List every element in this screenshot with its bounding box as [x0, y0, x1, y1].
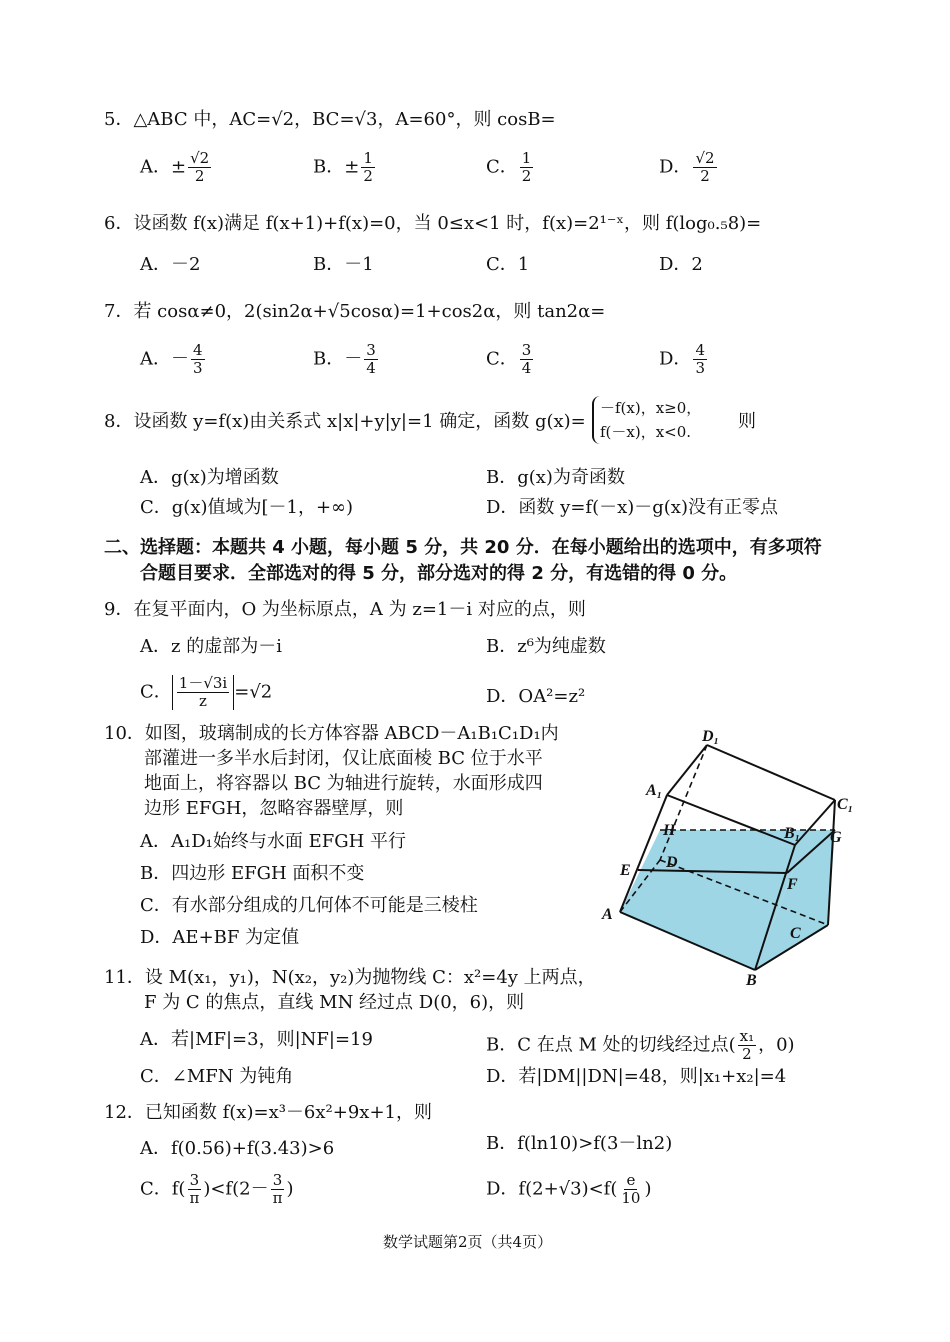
q10-line1: 10．如图，玻璃制成的长方体容器 ABCD－A₁B₁C₁D₁内 — [104, 723, 559, 744]
page-footer: 数学试题第2页（共4页） — [383, 1233, 553, 1251]
q12-option-a: A．f(0.56)+f(3.43)>6 — [140, 1138, 335, 1159]
label-a1: A₁ — [646, 782, 663, 799]
q11-line2: F 为 C 的焦点，直线 MN 经过点 D(0，6)，则 — [144, 992, 525, 1013]
q10-option-a: A．A₁D₁始终与水面 EFGH 平行 — [140, 831, 407, 852]
q10-option-d: D．AE+BF 为定值 — [140, 927, 300, 948]
q5-option-b: B．± $\frac{1}{2}$ — [313, 149, 373, 185]
q8-stem: 8．设函数 y=f(x)由关系式 x|x|+y|y|=1 确定，函数 g(x)= — [104, 411, 586, 432]
q12-option-b: B．f(ln10)>f(3－ln2) — [486, 1133, 673, 1154]
label-b1: B₁ — [784, 825, 801, 842]
q10-line3: 地面上，将容器以 BC 为轴进行旋转，水面形成四 — [144, 773, 543, 794]
q12-stem: 12．已知函数 f(x)=x³－6x²+9x+1，则 — [104, 1102, 432, 1123]
label-d: D — [666, 854, 678, 871]
q10-option-b: B．四边形 EFGH 面积不变 — [140, 863, 365, 884]
q11-line1: 11．设 M(x₁，y₁)，N(x₂，y₂)为抛物线 C：x²=4y 上两点， — [104, 967, 596, 988]
q11-option-a: A．若|MF|=3，则|NF|=19 — [140, 1029, 373, 1050]
q10-line4: 边形 EFGH，忽略容器壁厚，则 — [144, 798, 404, 819]
label-g: G — [830, 829, 842, 846]
q12-option-d: D．f(2+√3)<f( $\frac{e}{10}$ ) — [486, 1171, 652, 1207]
q12-option-c: C．f( $\frac{3}{\pi}$ )<f(2－ $\frac{3}{\pi}$ ) — [140, 1171, 294, 1207]
q10-line2: 部灌进一多半水后封闭，仅让底面棱 BC 位于水平 — [144, 748, 543, 769]
q9-option-a: A．z 的虚部为－i — [140, 636, 282, 657]
q5-stem: 5．△ABC 中，AC=√2，BC=√3，A=60°，则 cosB= — [104, 109, 556, 130]
label-d1: D₁ — [702, 728, 720, 745]
q11-option-b: B．C 在点 M 处的切线经过点( $\frac{\text{x₁}}{2}$ ，0) — [486, 1027, 795, 1063]
label-b: B — [746, 972, 757, 989]
q7-option-b: B．－ $\frac{3}{4}$ — [313, 341, 376, 377]
label-e: E — [620, 862, 631, 879]
q9-option-d: D．OA²=z² — [486, 686, 586, 707]
q6-option-d: D．2 — [659, 254, 703, 275]
q9-option-b: B．z⁶为纯虚数 — [486, 636, 606, 657]
q7-option-d: D． $\frac{4}{3}$ — [659, 341, 705, 377]
q5-option-c: C． $\frac{1}{2}$ — [486, 149, 532, 185]
q6-option-c: C．1 — [486, 254, 530, 275]
q6-stem: 6．设函数 f(x)满足 f(x+1)+f(x)=0，当 0≤x<1 时，f(x)=2¹⁻ˣ，则 f(log₀.₅8)= — [104, 213, 762, 234]
q9-option-c: C． $\frac{1-√3i}{z}$ =√2 — [140, 674, 273, 710]
section2-line2: 合题目要求．全部选对的得 5 分，部分选对的得 2 分，有选错的得 0 分。 — [140, 563, 738, 584]
q5-option-a: A．± $\frac{√2}{2}$ — [140, 149, 210, 185]
label-h: H — [663, 822, 676, 839]
q7-stem: 7．若 cosα≠0，2(sin2α+√5cosα)=1+cos2α，则 tan2α= — [104, 301, 606, 322]
q8-piecewise: －f(x)，x≥0， f(－x)，x<0. — [592, 396, 701, 444]
label-c1: C₁ — [837, 796, 854, 813]
q8-option-a: A．g(x)为增函数 — [140, 467, 279, 488]
q11-option-c: C．∠MFN 为钝角 — [140, 1066, 294, 1087]
label-f: F — [787, 876, 798, 893]
q5-option-d: D． $\frac{√2}{2}$ — [659, 149, 715, 185]
cuboid-figure — [590, 725, 870, 995]
q7-option-c: C． $\frac{3}{4}$ — [486, 341, 532, 377]
label-a: A — [602, 906, 613, 923]
section2-line1: 二、选择题：本题共 4 小题，每小题 5 分，共 20 分．在每小题给出的选项中，有多项符 — [104, 537, 822, 558]
q8-option-c: C．g(x)值域为[－1，+∞) — [140, 497, 354, 518]
q8-option-b: B．g(x)为奇函数 — [486, 467, 625, 488]
q8-tail: 则 — [738, 411, 756, 432]
q7-option-a: A．－ $\frac{4}{3}$ — [140, 341, 203, 377]
q9-stem: 9．在复平面内，O 为坐标原点，A 为 z=1－i 对应的点，则 — [104, 599, 586, 620]
q10-option-c: C．有水部分组成的几何体不可能是三棱柱 — [140, 895, 478, 916]
q6-option-b: B．－1 — [313, 254, 374, 275]
q11-option-d: D．若|DM||DN|=48，则|x₁+x₂|=4 — [486, 1066, 787, 1087]
q8-option-d: D．函数 y=f(－x)－g(x)没有正零点 — [486, 497, 778, 518]
label-c: C — [790, 925, 801, 942]
q6-option-a: A．－2 — [140, 254, 201, 275]
